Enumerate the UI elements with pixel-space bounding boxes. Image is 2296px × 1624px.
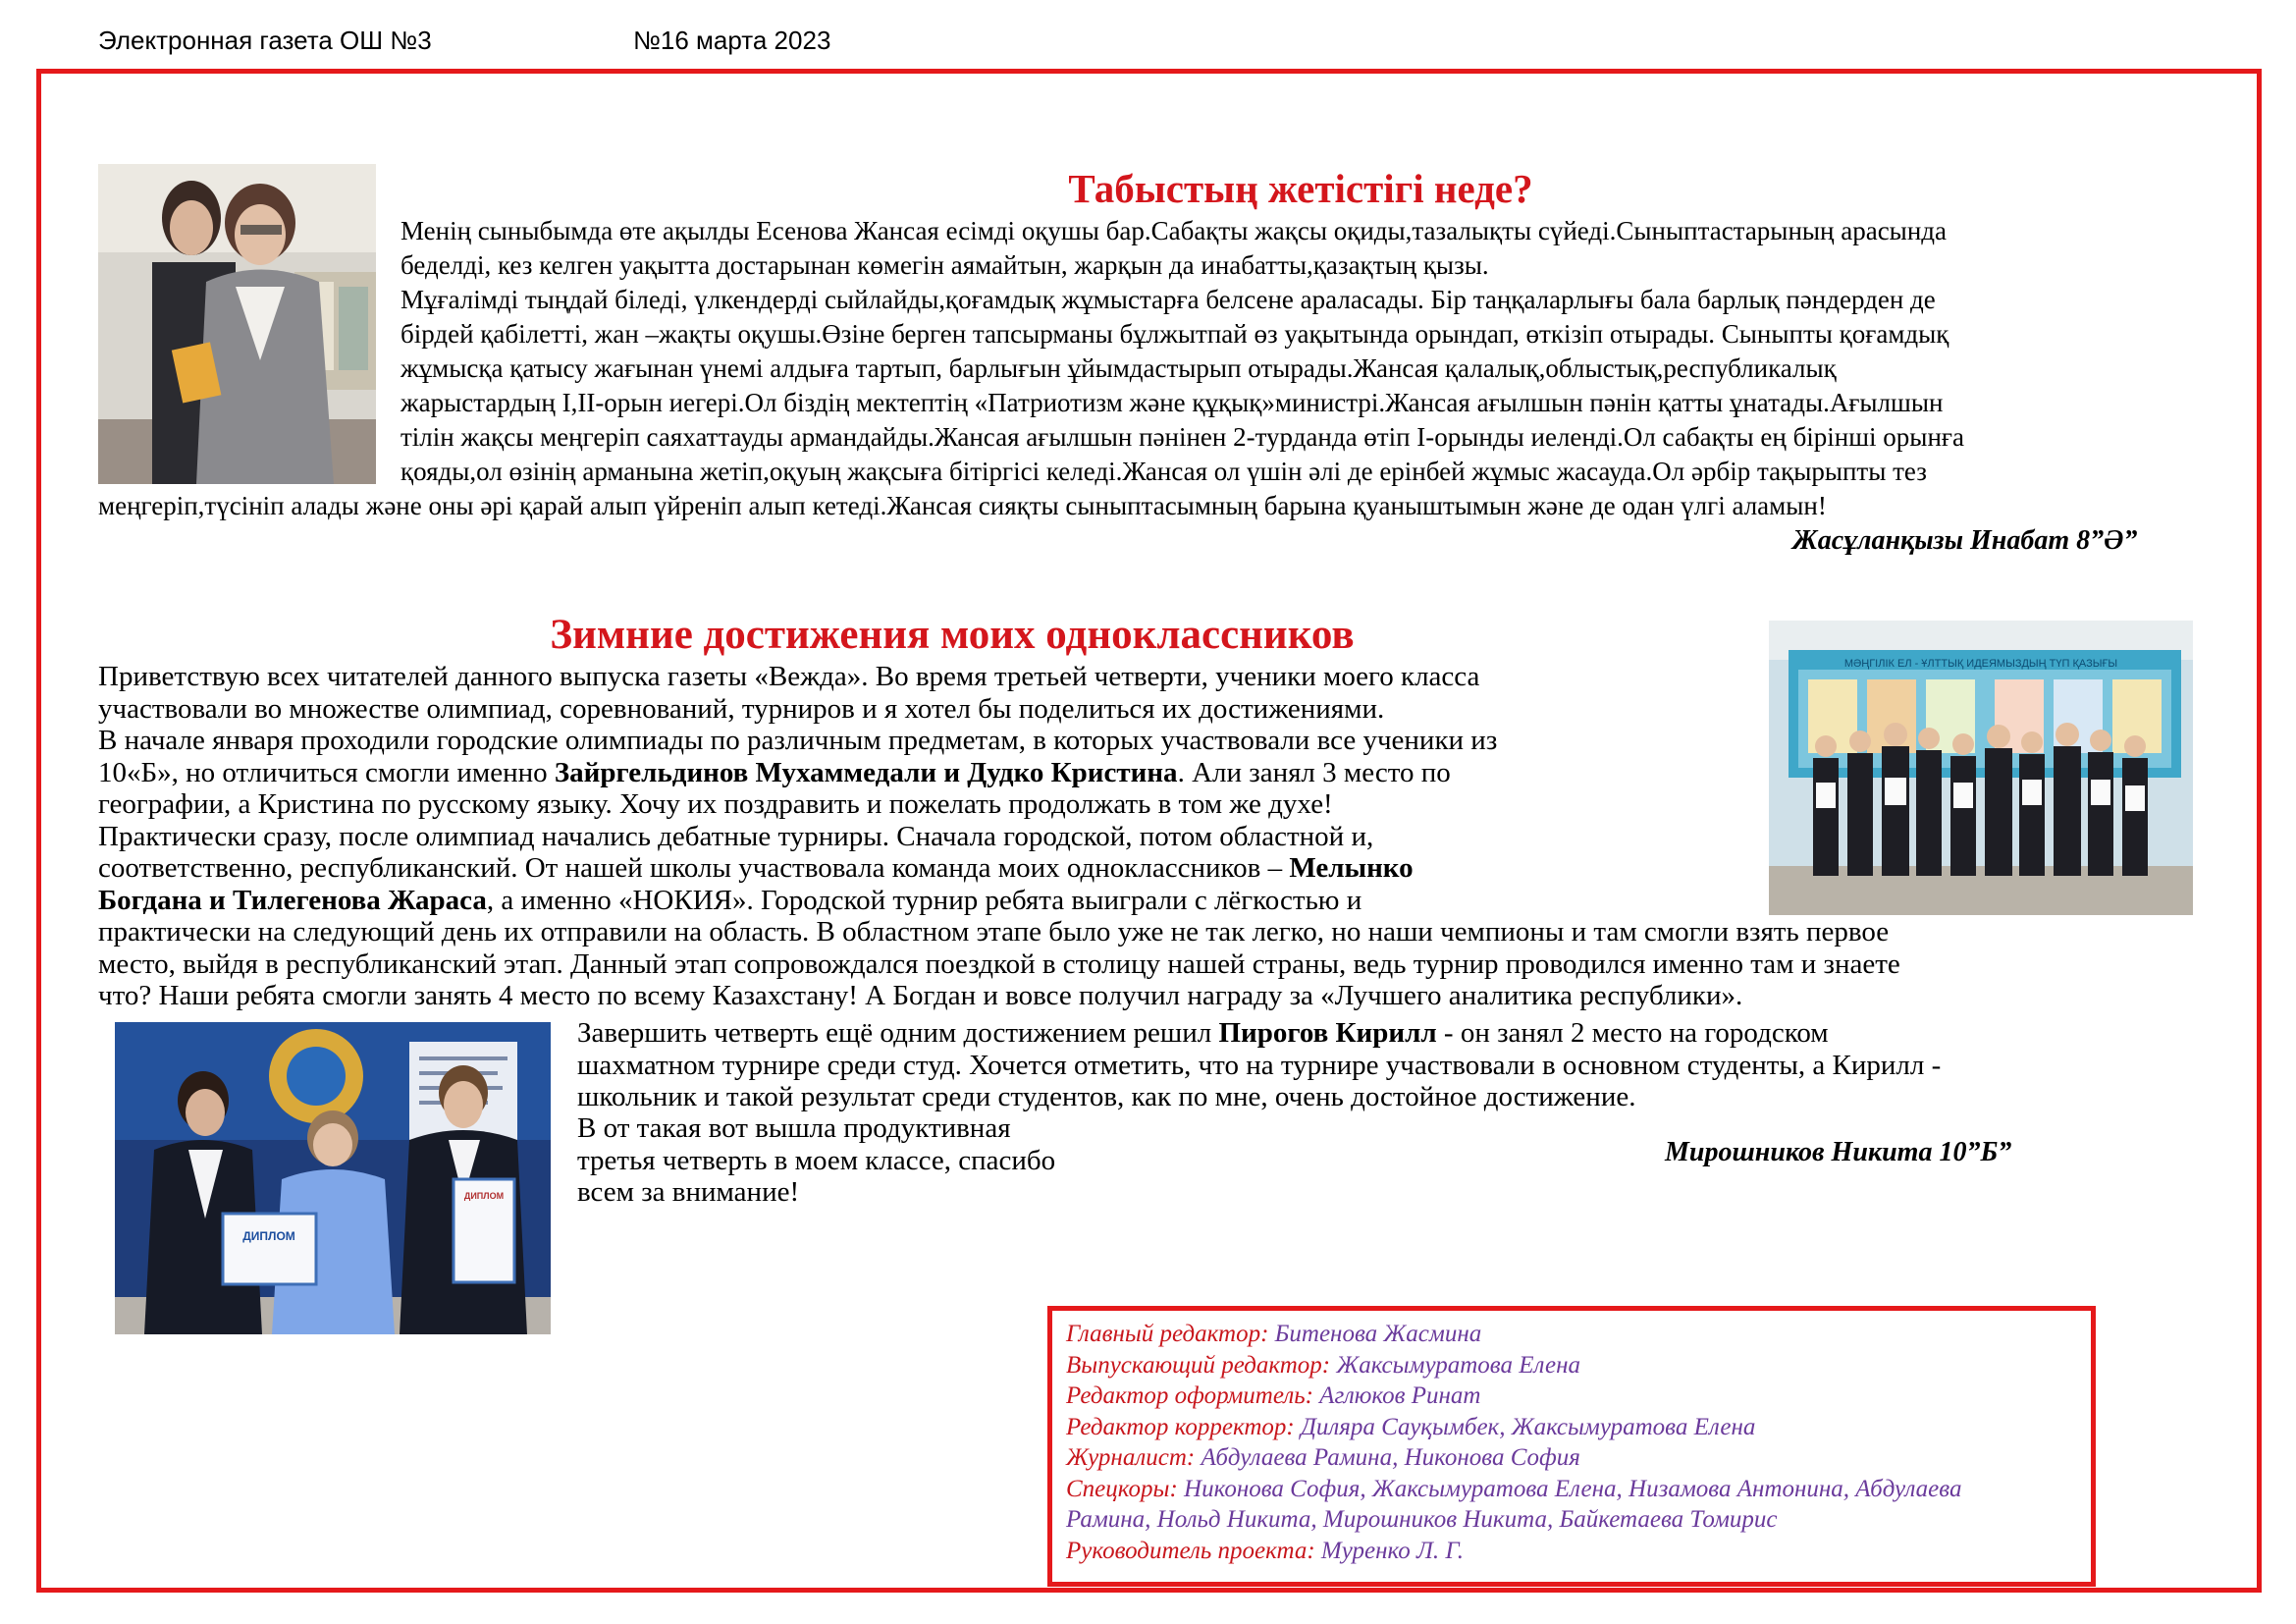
article2-text: . Али занял 3 место по <box>1177 756 1451 788</box>
article2-line: что? Наши ребята смогли занять 4 место по всему Казахстану! А Богдан и вовсе получил награду за «Лучшего аналитика республики». <box>98 980 1743 1011</box>
article1-body <box>400 214 1964 489</box>
article2-line: третья четверть в моем классе, спасибо <box>577 1144 1056 1176</box>
editorial-credits <box>1047 1306 2096 1587</box>
newspaper-name: Электронная газета ОШ №3 <box>98 26 432 55</box>
credit-role: Главный редактор: <box>1066 1321 1269 1347</box>
article2-text: , а именно «НОКИЯ». Городской турнир ребята выиграли с лёгкостью и <box>486 884 1362 916</box>
diploma-label: ДИПЛОМ <box>463 1191 505 1201</box>
credit-line <box>1066 1536 2077 1567</box>
article2-line: практически на следующий день их отправили на область. В областном этапе было уже не так легко, но наши чемпионы и там смогли взять первое <box>98 916 1890 947</box>
article2-text: 10«Б», но отличиться смогли именно <box>98 756 555 788</box>
article2-line <box>577 1017 1941 1050</box>
article2-line: географии, а Кристина по русскому языку. Хочу их поздравить и пожелать продолжать в том же духе! <box>98 788 1333 820</box>
credit-role: Редактор оформитель: <box>1066 1382 1313 1409</box>
article2-line: участвовали во множестве олимпиад, соревнований, турниров и я хотел бы поделиться их достижениями. <box>98 692 1385 725</box>
article2-line: всем за внимание! <box>577 1176 800 1208</box>
article2-title: Зимние достижения моих одноклассников <box>550 612 1355 658</box>
credit-line <box>1066 1412 2077 1443</box>
credit-name: Аглюков Ринат <box>1312 1382 1481 1409</box>
article1-line: Мұғалімді тыңдай біледі, үлкендерді сыйлайды,қоғамдық жұмыстарға белсене араласады. Бір таңқаларлығы бала барлық пәндерден де <box>400 285 1936 314</box>
article2-signature: Мирошников Никита 10”Б” <box>1665 1137 2012 1167</box>
article2-ending <box>577 1017 1941 1113</box>
article1-last-line: меңгеріп,түсініп алады және оны әрі қарай алып үйреніп алып кетеді.Жансая сияқты сыныптасымның барына қуаныштымын және де одан үлгі аламын! <box>98 491 1827 520</box>
article2-line: Практически сразу, после олимпиад начались дебатные турниры. Сначала городской, потом областной и, <box>98 820 1374 852</box>
article1-line: жұмысқа қатысу жағынан үнемі алдыға тартып, барлығын ұйымдастырып отырады.Жансая қалалық,облыстық,республикалық <box>400 353 1837 383</box>
article1-signature: Жасұланқызы Инабат 8”Ә” <box>1792 525 2138 556</box>
article2-line: Приветствую всех читателей данного выпуска газеты «Вежда». Во время третьей четверти, ученики моего класса <box>98 661 1480 692</box>
article2-line <box>98 757 1900 789</box>
student-names: Богдана и Тилегенова Жараса <box>98 884 487 916</box>
credit-name: Диляра Сауқымбек, Жаксымуратова Елена <box>1294 1413 1756 1440</box>
article2-line: В начале января проходили городские олимпиады по различным предметам, в которых участвовали все ученики из <box>98 725 1498 756</box>
article1-line: бірдей қабілетті, жан –жақты оқушы.Өзіне берген тапсырманы бұлжытпай өз уақытында орындап, өткізіп отырады. Сыныпты қоғамдық <box>400 319 1949 349</box>
student-names: Зайргельдинов Мухаммедали и Дудко Кристина <box>554 756 1178 788</box>
article1-title: Табыстың жетістігі неде? <box>1068 166 1533 211</box>
credit-line <box>1066 1319 2077 1350</box>
credit-line <box>1066 1380 2077 1412</box>
credit-line <box>1066 1350 2077 1381</box>
article2-line: В от такая вот вышла продуктивная <box>577 1112 1011 1144</box>
article2-line: шахматном турнире среди студ. Хочется отметить, что на турнире участвовали в основном студенты, а Кирилл - <box>577 1049 1942 1081</box>
article1-line: Менің сыныбымда өте ақылды Есенова Жансая есімді оқушы бар.Сабақты жақсы оқиды,тазалықты сүйеді.Сыныптастарының арасында <box>400 216 1947 245</box>
credit-name: Муренко Л. Г. <box>1314 1537 1465 1564</box>
article1-line: қояды,ол өзінің арманына жетіп,оқуың жақсыға бітіргісі келеді.Жансая ол үшін әлі де ерінбей жұмыс жасауда.Ол әрбір тақырыпты тез <box>400 457 1927 486</box>
article2-line <box>98 852 1900 885</box>
credit-role: Руководитель проекта: <box>1066 1537 1315 1564</box>
credit-name: Рамина, Нольд Никита, Мирошников Никита, Байкетаева Томирис <box>1066 1506 1778 1533</box>
article2-text: соответственно, республиканский. От нашей школы участвовала команда моих одноклассников – <box>98 852 1290 884</box>
issue-date: №16 марта 2023 <box>633 26 831 55</box>
article2-line <box>98 885 1900 917</box>
article1-line: беделді, кез келген уақытта достарынан көмегін аямайтын, жарқын да инабатты,қазақтың қызы. <box>400 250 1489 280</box>
credit-name: Битенова Жасмина <box>1268 1321 1482 1347</box>
student-names: Мелынко <box>1289 852 1414 884</box>
article2-diploma-photo <box>115 1022 551 1334</box>
article2-text: - он занял 2 место на городском <box>1436 1017 1829 1049</box>
article1-line: жарыстардың I,II-орын иегері.Ол біздің мектептің «Патриотизм және құқық»министрі.Жансая ағылшын пәнін қатты ұнатады.Ағылшын <box>400 388 1944 417</box>
article2-line: школьник и такой результат среди студентов, как по мне, очень достойное достижение. <box>577 1081 1636 1112</box>
credit-line <box>1066 1474 2077 1505</box>
credit-name: Абдулаева Рамина, Никонова София <box>1195 1444 1580 1471</box>
credit-role: Выпускающий редактор: <box>1066 1351 1331 1379</box>
student-names: Пирогов Кирилл <box>1218 1017 1437 1049</box>
credit-name: Никонова София, Жаксымуратова Елена, Низамова Антонина, Абдулаева <box>1177 1475 1962 1502</box>
article2-body <box>98 661 1900 1012</box>
credit-line <box>1066 1442 2077 1474</box>
credit-role: Редактор корректор: <box>1066 1413 1295 1440</box>
article2-closing <box>577 1112 1055 1209</box>
diploma-label: ДИПЛОМ <box>242 1229 295 1243</box>
article2-line: место, выйдя в республиканский этап. Данный этап сопровождался поездкой в столицу нашей страны, ведь турнир проводился именно там и знаете <box>98 947 1900 980</box>
article1-line: тілін жақсы меңгеріп саяхаттауды армандайды.Жансая ағылшын пәнінен 2-турданда өтіп I-орынды иеленді.Ол сабақты ең бірінші орынға <box>400 422 1964 452</box>
credit-name: Жаксымуратова Елена <box>1330 1351 1581 1379</box>
banner-text: МӘҢГІЛІК ЕЛ - ҰЛТТЫҚ ИДЕЯМЫЗДЫҢ ТҮП ҚАЗЫҒЫ <box>1843 658 2118 670</box>
article1-photo <box>98 164 376 484</box>
credit-line <box>1066 1504 2077 1536</box>
article2-text: Завершить четверть ещё одним достижением решил <box>577 1017 1219 1049</box>
credit-role: Спецкоры: <box>1066 1475 1178 1502</box>
credit-role: Журналист: <box>1066 1444 1196 1471</box>
